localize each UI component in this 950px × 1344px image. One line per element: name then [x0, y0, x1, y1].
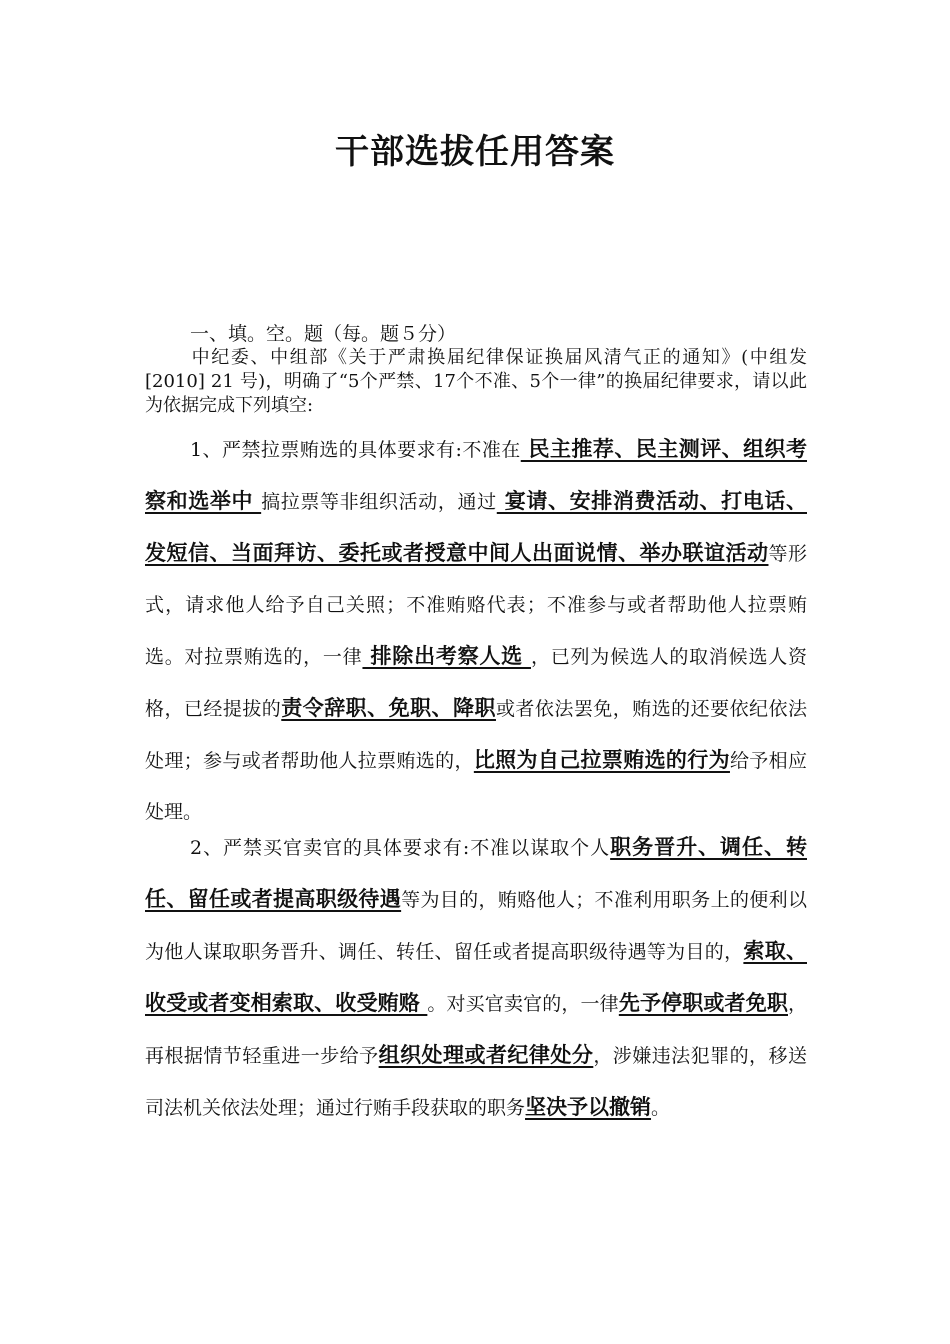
q2-answer-2: 索取、收受或者变相索取、收受贿赂 [145, 939, 807, 1015]
q2-text-3: 。对买官卖官的，一律 [427, 993, 619, 1015]
q1-answer-5: 比照为自己拉票贿选的行为 [473, 748, 730, 772]
q1-text-6: 给予相应处理。 [145, 750, 807, 823]
q1-answer-3: 排除出考察人选 [362, 644, 531, 668]
q2-text-2: 等为目的，贿赂他人；不准利用职务上的便利以为他人谋取职务晋升、调任、转任、留任或者提高职级待遇等为目的， [145, 889, 807, 963]
q1-text-4: ，已列为候选人的取消候选人资格，已经提拔的 [145, 646, 807, 720]
q2-text-5: ，涉嫌违法犯罪的，移送司法机关依法处理；通过行贿手段获取的职务 [145, 1045, 807, 1119]
q2-text-4: ，再根据情节轻重进一步给予 [145, 993, 808, 1067]
q1-text-5: 或者依法罢免，贿选的还要依纪依法处理；参与或者帮助他人拉票贿选的， [145, 698, 807, 772]
q1-answer-4: 责令辞职、免职、降职 [281, 696, 496, 720]
q1-answer-1: 民主推荐、民主测评、组织考察和选举中 [145, 437, 807, 513]
question-1-paragraph [145, 424, 807, 838]
intro-paragraph [145, 346, 807, 418]
q1-answer-2: 宴请、安排消费活动、打电话、发短信、当面拜访、委托或者授意中间人出面说情、举办联谊活动 [145, 489, 807, 565]
q2-text-6: 。 [651, 1097, 671, 1119]
q2-text-1: 2、严禁买官卖官的具体要求有:不准以谋取个人 [190, 837, 611, 859]
question-2-paragraph [145, 822, 807, 1134]
page-title: 干部选拔任用答案 [335, 132, 615, 172]
q2-answer-3: 先予停职或者免职 [618, 991, 788, 1015]
q2-answer-1: 职务晋升、调任、转任、留任或者提高职级待遇 [145, 835, 807, 911]
q1-text-1: 1、严禁拉票贿选的具体要求有:不准在 [190, 439, 521, 461]
q1-text-3: 等形式，请求他人给予自己关照；不准贿赂代表；不准参与或者帮助他人拉票贿选。对拉票贿选的，一律 [145, 543, 807, 668]
q2-answer-4: 组织处理或者纪律处分 [378, 1043, 594, 1067]
section-heading: 一、填。空。题（每。题５分） [190, 323, 457, 345]
intro-text: 中纪委、中组部《关于严肃换届纪律保证换届风清气正的通知》(中组发[2010] 21 号)，明确了“5个严禁、17个不准、5个一律”的换届纪律要求，请以此为依据完成下列填空: [145, 347, 807, 416]
q1-text-2: 搞拉票等非组织活动，通过 [261, 491, 497, 513]
q2-answer-5: 坚决予以撤销 [525, 1095, 652, 1119]
